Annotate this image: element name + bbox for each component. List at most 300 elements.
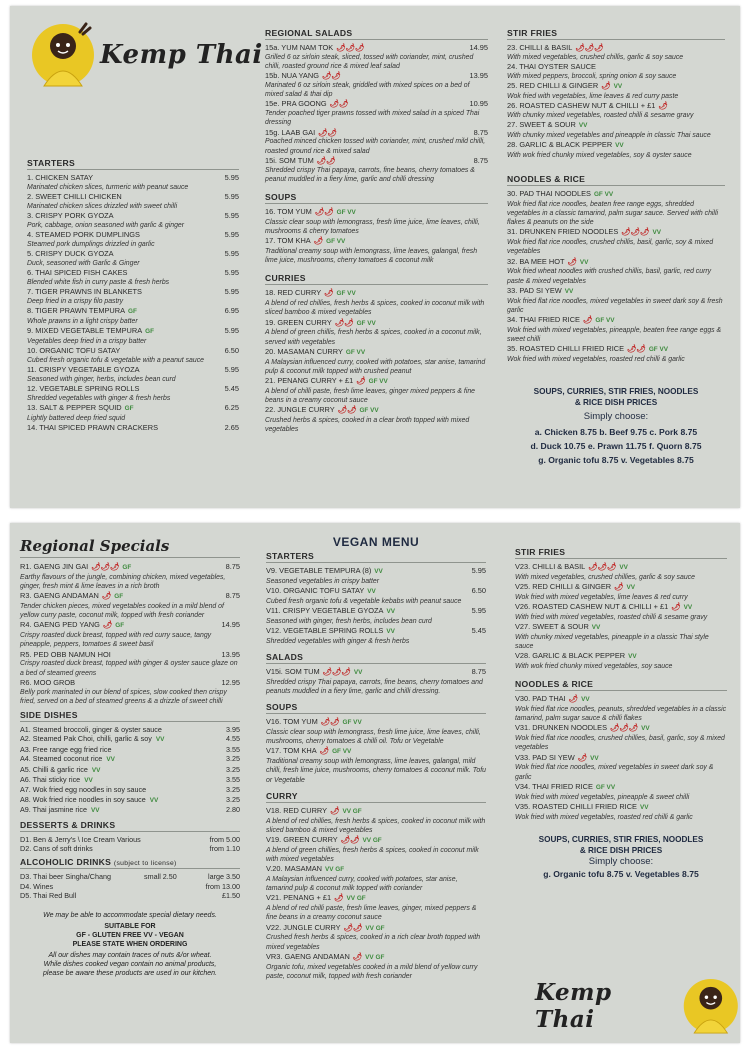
item-price: 5.45 xyxy=(224,384,239,393)
menu-item xyxy=(515,651,727,671)
item-name xyxy=(265,156,336,166)
item-title: 8. TIGER PRAWN TEMPURA xyxy=(27,306,126,315)
menu-item xyxy=(266,586,486,606)
item-description: Wok fried flat rice noodles, mixed vegetables in sweet dark soy & fresh garlic xyxy=(507,297,723,314)
menu-item xyxy=(265,405,488,434)
item-name xyxy=(515,753,599,764)
item-price: 2.80 xyxy=(226,805,240,815)
item-name-row xyxy=(266,667,486,678)
item-name-row xyxy=(515,753,727,764)
item-price: 6.95 xyxy=(224,306,239,315)
item-description: Seasoned with ginger, fresh herbs, includes bean curd xyxy=(266,617,432,625)
item-name xyxy=(20,650,111,660)
vegan-menu-title: VEGAN MENU xyxy=(332,535,420,549)
menu-item xyxy=(27,423,239,433)
diet-tag: GF VV xyxy=(345,348,366,356)
item-title: 15a. YUM NAM TOK xyxy=(265,43,334,52)
item-title: 14. THAI SPICED PRAWN CRACKERS xyxy=(27,423,159,432)
item-name xyxy=(27,268,127,278)
section-title: STIR FRIES xyxy=(507,28,725,40)
item-name-row xyxy=(265,318,488,329)
menu-item xyxy=(265,376,488,405)
item-name xyxy=(266,667,362,678)
item-name xyxy=(265,99,348,109)
menu-row xyxy=(20,754,240,764)
item-title: 23. CHILLI & BASIL xyxy=(507,43,573,52)
item-name xyxy=(266,835,382,846)
item-title: V28. GARLIC & BLACK PEPPER xyxy=(515,651,626,661)
item-name-row xyxy=(265,405,488,416)
item-price: 8.75 xyxy=(473,155,488,165)
item-description: With chunky mixed vegetables, pineapple in a classic Thai style sauce xyxy=(515,633,709,650)
diet-tag: VV xyxy=(615,142,624,149)
item-title: 31. DRUNKEN FRIED NOODLES xyxy=(507,227,619,237)
section-title: CURRIES xyxy=(265,273,488,285)
item-title: V22. JUNGLE CURRY xyxy=(266,922,341,932)
chili-icon: 🌶🌶🌶 xyxy=(322,667,351,676)
menu-item xyxy=(20,562,240,591)
item-name xyxy=(27,326,154,337)
noodles-list xyxy=(507,189,725,364)
menu-row xyxy=(20,835,240,844)
brand-logo-bottom xyxy=(535,975,740,1037)
item-description: Shredded vegetables with ginger & fresh herbs xyxy=(27,394,171,402)
item-description: Wok fried flat rice noodles, peanuts, shredded vegetables in a classic tamarind, palm sugar sauce & chilli flakes xyxy=(515,706,727,723)
item-title: 4. STEAMED PORK DUMPLINGS xyxy=(27,230,140,239)
menu-item xyxy=(20,591,240,620)
item-name-row xyxy=(265,288,488,299)
item-title: V25. RED CHILLI & GINGER xyxy=(515,582,612,591)
thai-monk-logo-icon xyxy=(30,20,96,90)
item-description: A Malaysian influenced curry, cooked with potatoes, star anise, tamarind pulp & coconut milk topped with crushed peanut xyxy=(265,358,486,375)
item-title: 27. SWEET & SOUR xyxy=(507,120,576,129)
diet-tag: VV xyxy=(578,122,588,129)
diet-tag: VV xyxy=(149,796,159,804)
item-name-row xyxy=(507,140,725,151)
menu-item xyxy=(507,257,725,286)
menu-item xyxy=(27,326,239,346)
item-name-row xyxy=(265,128,488,138)
item-name xyxy=(266,606,395,617)
item-description: Seasoned with ginger, herbs, includes bean curd xyxy=(27,375,176,383)
item-description: Wok fried wheat noodles with crushed chillis, basil, garlic, red curry paste & mixed vegetables xyxy=(507,268,712,285)
item-name xyxy=(507,344,668,355)
item-description: Traditional creamy soup with lemongrass, lime leaves, galangal, fresh lime juice, mushrooms, cherry tomatoes & coconut milk xyxy=(265,248,478,265)
diet-tag: VV xyxy=(367,588,376,595)
item-name-row xyxy=(27,306,239,317)
item-name-wrap xyxy=(20,754,115,764)
section-title: SOUPS xyxy=(265,192,488,204)
menu-item xyxy=(266,626,486,646)
vegan-column xyxy=(266,535,486,981)
item-title: R3. GAENG ANDAMAN xyxy=(20,591,99,601)
regional-salads-list xyxy=(265,43,488,184)
vegan-stir-list xyxy=(515,562,727,671)
item-description: Traditional creamy soup with lemongrass, lime leaves, galangal, mild chilli, fresh lime juice, mushrooms, cherry tomatoes & coconut milk. Tofu or Vegetable xyxy=(266,758,486,784)
item-title: 9. MIXED VEGETABLE TEMPURA xyxy=(27,326,143,335)
chili-icon: 🌶🌶 xyxy=(340,835,360,845)
section-title: STARTERS xyxy=(27,158,239,170)
menu-row xyxy=(20,745,240,754)
item-price: 6.25 xyxy=(224,403,239,412)
menu-item xyxy=(266,746,486,784)
item-name xyxy=(266,923,385,934)
chili-icon: 🌶🌶 xyxy=(337,405,357,415)
item-name xyxy=(265,43,364,53)
item-description: Earthy flavours of the jungle, combining chicken, mixed vegetables, ginger, fresh mint & lime leaves in a rich broth xyxy=(20,573,226,590)
prices-heading: & RICE DISH PRICES xyxy=(579,845,663,855)
item-description: Whole prawns in a light crispy batter xyxy=(27,317,138,325)
item-name-row xyxy=(266,806,486,817)
item-name-row xyxy=(515,562,727,573)
item-name-row xyxy=(265,99,488,109)
item-name xyxy=(507,43,603,53)
item-price: 3.25 xyxy=(226,764,240,774)
item-name-row xyxy=(515,651,727,662)
item-title: 15b. NUA YANG xyxy=(265,71,319,81)
item-title: 6. THAI SPICED FISH CAKES xyxy=(27,268,128,277)
item-description: Crispy roasted duck breast, topped with ginger & oyster sauce glaze on a bed of steamed greens xyxy=(20,660,238,677)
menu-row xyxy=(20,725,240,734)
item-name xyxy=(515,651,637,662)
brand-logo xyxy=(30,20,263,90)
item-name-row xyxy=(515,582,727,593)
menu-item xyxy=(266,864,486,893)
diet-tag: GF VV xyxy=(595,783,616,791)
item-name-row xyxy=(27,211,239,221)
item-name-row xyxy=(515,723,727,734)
menu-row xyxy=(20,765,240,775)
diet-tag: VV xyxy=(564,287,574,295)
item-name xyxy=(20,620,124,631)
item-name xyxy=(27,230,140,240)
item-price: 14.95 xyxy=(221,620,240,630)
chili-icon: 🌶 xyxy=(568,694,579,704)
item-title: 26. ROASTED CASHEW NUT & CHILLI + £1 xyxy=(507,101,656,110)
item-title: 12. VEGETABLE SPRING ROLLS xyxy=(27,384,140,393)
menu-item xyxy=(27,384,239,403)
desserts-list xyxy=(20,835,240,854)
item-title: R4. GAENG PED YANG xyxy=(20,620,100,630)
item-description: Organic tofu, mixed vegetables cooked in a mild blend of yellow curry paste, coconut milk, topped with fresh coriander xyxy=(266,963,478,980)
item-description: Classic clear soup with lemongrass, fresh lime juice, lime leaves, chilli, mushrooms, cherry tomatoes & chilli oil. Tofu or Vegetable xyxy=(266,729,481,746)
chili-icon: 🌶🌶🌶 xyxy=(588,562,617,571)
item-title: V15i. SOM TUM xyxy=(266,667,320,676)
item-name-row xyxy=(507,257,725,268)
menu-item xyxy=(266,952,486,981)
item-name-wrap xyxy=(20,734,164,744)
prices-heading: SOUPS, CURRIES, STIR FRIES, NOODLES xyxy=(533,387,699,397)
chili-icon: 🌶 xyxy=(101,591,112,601)
item-name-row xyxy=(27,384,239,394)
item-title: 5. CRISPY DUCK GYOZA xyxy=(27,249,114,258)
item-price: 14.95 xyxy=(469,43,488,52)
item-title: 35. ROASTED CHILLI FRIED RICE xyxy=(507,344,625,354)
item-name-row xyxy=(27,173,239,183)
item-title: A1. Steamed broccoli, ginger & oyster sauce xyxy=(20,725,162,735)
diet-tag: VV xyxy=(581,696,590,704)
brand-name: Kemp Thai xyxy=(100,40,263,70)
item-price: 3.25 xyxy=(226,794,240,804)
item-description: Seasoned vegetables in crispy batter xyxy=(266,577,379,585)
vegan-salads-list xyxy=(266,667,486,696)
chili-icon: 🌶 xyxy=(582,315,593,325)
chili-icon: 🌶🌶 xyxy=(321,71,341,81)
item-description: Wok fried with mixed vegetables, pineapple & sweet chilli xyxy=(515,793,690,801)
allergy-note: All our dishes may contain traces of nuts &/or wheat. xyxy=(48,951,212,959)
diet-tag: VV xyxy=(579,258,589,266)
item-name-row xyxy=(265,156,488,166)
item-title: A8. Wok fried rice noodles in soy sauce xyxy=(20,794,146,804)
item-description: Marinated chicken slices, turmeric with peanut sauce xyxy=(27,183,189,191)
menu-item xyxy=(265,207,488,236)
item-description: Duck, seasoned with Garlic & Ginger xyxy=(27,259,140,267)
item-description: Steamed pork dumplings drizzled in garlic xyxy=(27,240,155,248)
item-description: A blend of red chilli paste, fresh lime leaves, ginger, mixed peppers & fine beans in a creamy coconut sauce xyxy=(266,905,477,922)
item-name xyxy=(265,376,388,387)
diet-tag: GF VV xyxy=(356,319,376,327)
item-title: A6. Thai sticky rice xyxy=(20,775,81,785)
item-title: 16. TOM YUM xyxy=(265,207,312,217)
item-price: from 1.10 xyxy=(209,844,240,854)
diet-tag: VV xyxy=(652,229,661,237)
menu-row xyxy=(20,891,240,900)
menu-item xyxy=(266,835,486,864)
item-title: 33. PAD SI YEW xyxy=(507,285,562,295)
item-name-row xyxy=(27,287,239,297)
item-name-row xyxy=(265,71,488,81)
item-price: 5.95 xyxy=(224,173,239,182)
diet-tag: VV xyxy=(374,568,383,575)
item-description: A blend of green chillies, fresh herbs & spices, cooked in coconut milk with mixed vegetables xyxy=(266,846,479,864)
item-title: D5. Thai Red Bull xyxy=(20,891,77,901)
item-title: 15i. SOM TUM xyxy=(265,155,314,165)
item-description: Marinated chicken slices drizzled with sweet chilli xyxy=(27,202,178,210)
item-name xyxy=(27,384,139,394)
item-price: 5.95 xyxy=(224,287,239,296)
section-title: DESSERTS & DRINKS xyxy=(20,820,240,832)
chili-icon: 🌶 xyxy=(614,582,624,591)
item-name xyxy=(515,622,600,633)
menu-row xyxy=(20,805,240,815)
item-name xyxy=(515,694,590,705)
item-title: V.20. MASAMAN xyxy=(266,864,322,874)
section-title: SOUPS xyxy=(266,702,486,714)
item-name-wrap xyxy=(20,785,146,794)
item-title: V12. VEGETABLE SPRING ROLLS xyxy=(266,626,384,635)
item-name xyxy=(507,286,573,297)
menu-item xyxy=(515,582,727,602)
item-name xyxy=(507,120,587,131)
item-name xyxy=(515,723,650,734)
item-description: Shredded crispy Thai papaya, carrots, fine beans, cherry tomatoes and peanuts muddled in a fiery lime, garlic and chilli dressing. xyxy=(266,678,483,695)
menu-item xyxy=(515,694,727,723)
item-name-row xyxy=(266,626,486,637)
menu-item xyxy=(27,230,239,249)
diet-tag: VV xyxy=(683,604,693,611)
chili-icon: 🌶🌶🌶 xyxy=(575,43,604,52)
item-title: R6. MOO GROB xyxy=(20,677,76,687)
curries-list xyxy=(265,288,488,434)
item-title: 20. MASAMAN CURRY xyxy=(265,346,343,356)
item-price: 5.95 xyxy=(224,192,239,201)
diet-tag: VV xyxy=(386,608,396,615)
item-title: R5. PED OBB NAMUN HOI xyxy=(20,649,111,659)
item-description: Pork, cabbage, onion seasoned with garlic & ginger xyxy=(27,221,185,229)
item-name-row xyxy=(266,835,486,846)
item-name xyxy=(20,591,123,602)
menu-item xyxy=(27,249,239,268)
menu-item xyxy=(27,173,239,192)
item-description: With chunky mixed vegetables, roasted chilli & sesame gravy xyxy=(507,111,694,119)
thai-monk-logo-icon xyxy=(682,975,740,1037)
item-title: V30. PAD THAI xyxy=(515,694,566,704)
alcohol-license-note: (subject to license) xyxy=(113,860,177,868)
diet-tag: GF VV xyxy=(648,346,668,354)
starters-section xyxy=(27,152,239,433)
item-title: A5. Chilli & garlic rice xyxy=(20,764,88,774)
menu-item xyxy=(266,806,486,835)
item-price: 5.95 xyxy=(471,566,486,575)
item-name-row xyxy=(507,189,725,200)
item-name-row xyxy=(515,802,727,813)
menu-item xyxy=(27,192,239,211)
item-description: Tender chicken pieces, mixed vegetables cooked in a mild blend of yellow curry paste, coconut milk, topped with fresh coriander xyxy=(20,603,224,620)
diet-tag: GF xyxy=(128,308,137,315)
item-name xyxy=(27,287,142,297)
item-title: 21. PENANG CURRY + £1 xyxy=(265,376,354,386)
item-name xyxy=(507,227,661,238)
stir-fries-list xyxy=(507,43,725,160)
item-name xyxy=(507,62,596,72)
item-title: V17. TOM KHA xyxy=(266,746,317,756)
item-name-row xyxy=(27,403,239,414)
item-title: 32. BA MEE HOT xyxy=(507,256,565,266)
item-name-row xyxy=(266,864,486,875)
menu-item xyxy=(266,893,486,922)
regional-specials-title: Regional Specials xyxy=(20,537,240,558)
chili-icon: 🌶 xyxy=(356,376,366,386)
specials-list xyxy=(20,562,240,706)
item-title: A2. Steamed Pak Choi, chilli, garlic & soy xyxy=(20,734,152,744)
item-price: from 13.00 xyxy=(205,881,240,891)
item-title: D2. Cans of soft drinks xyxy=(20,844,93,854)
chili-icon: 🌶🌶 xyxy=(329,99,349,109)
item-title: V21. PENANG + £1 xyxy=(266,893,332,903)
section-title: NOODLES & RICE xyxy=(507,174,725,186)
item-description: Wok fried with mixed vegetables, roasted red chilli & garlic xyxy=(507,356,685,364)
diet-tag: VV xyxy=(91,766,101,774)
item-name-row xyxy=(507,81,725,92)
menu-item xyxy=(20,620,240,649)
diet-tag: VV GF xyxy=(325,866,345,874)
item-title: 10. ORGANIC TOFU SATAY xyxy=(27,346,121,355)
diet-tag: GF xyxy=(124,405,134,412)
item-name xyxy=(20,678,75,688)
right-column xyxy=(507,22,725,467)
diet-tag: GF VV xyxy=(326,238,346,246)
item-price: 5.95 xyxy=(224,268,239,277)
menu-row xyxy=(20,734,240,744)
item-name-row xyxy=(266,893,486,904)
item-name xyxy=(265,128,337,138)
item-title: R1. GAENG JIN GAI xyxy=(20,562,89,571)
diet-tag: VV xyxy=(641,725,650,733)
item-title: 15e. PRA GOONG xyxy=(265,99,327,109)
chili-icon: 🌶 xyxy=(330,805,340,815)
item-title: A4. Steamed coconut rice xyxy=(20,754,103,764)
section-title: REGIONAL SALADS xyxy=(265,28,488,40)
item-title: 19. GREEN CURRY xyxy=(265,317,332,327)
chili-icon: 🌶🌶 xyxy=(320,717,340,727)
item-description: A blend of red chillies, fresh herbs & spices, cooked in coconut milk with sliced bamboo & mixed vegetables xyxy=(265,300,485,317)
item-name-row xyxy=(515,622,727,633)
item-name xyxy=(27,403,133,414)
menu-item xyxy=(265,318,488,347)
menu-item xyxy=(265,128,488,156)
diet-tag: GF VV xyxy=(336,209,356,217)
item-name-row xyxy=(507,344,725,355)
brand-name: Kemp Thai xyxy=(535,979,612,1033)
item-name xyxy=(265,318,376,329)
item-name xyxy=(266,806,362,817)
item-description: A Malaysian influenced curry, cooked with potatoes, star anise, tamarind pulp & coconut milk topped with coriander xyxy=(266,876,458,893)
menu-item xyxy=(266,717,486,746)
item-description: With mixed peppers, broccoli, spring onion & soy sauce xyxy=(507,72,677,80)
diet-tag: VV GF xyxy=(365,924,385,932)
item-title: 2. SWEET CHILLI CHICKEN xyxy=(27,192,122,201)
item-name-row xyxy=(507,62,725,72)
chili-icon: 🌶 xyxy=(671,602,681,611)
menu-row xyxy=(20,844,240,853)
chili-icon: 🌶🌶 xyxy=(316,155,336,165)
item-description: Deep fried in a crispy filo pastry xyxy=(27,297,124,305)
item-name-row xyxy=(507,227,725,238)
item-title: V26. ROASTED CASHEW NUT & CHILLI + £1 xyxy=(515,602,669,611)
item-description: With mixed vegetables, crushed chillis, garlic & soy sauce xyxy=(507,53,684,61)
diet-tag: VV xyxy=(591,624,601,631)
item-title: V11. CRISPY VEGETABLE GYOZA xyxy=(266,606,384,615)
diet-tag: VV xyxy=(84,777,93,785)
item-name-row xyxy=(266,746,486,757)
menu-item xyxy=(507,43,725,62)
item-name xyxy=(266,717,362,728)
diet-tag: VV xyxy=(590,754,599,762)
item-title: D1. Ben & Jerry's \ Ice Cream Various xyxy=(20,834,141,844)
item-price: 5.95 xyxy=(224,365,239,374)
menu-item xyxy=(515,723,727,752)
left-column xyxy=(20,537,240,978)
item-title: V27. SWEET & SOUR xyxy=(515,622,589,631)
menu-item xyxy=(507,101,725,120)
item-name xyxy=(515,782,615,793)
vegan-price-block xyxy=(515,834,727,881)
item-price-small xyxy=(151,891,201,900)
diet-tag: GF xyxy=(114,593,124,601)
vegan-curry-list xyxy=(266,806,486,981)
menu-item xyxy=(507,62,725,81)
item-name-row xyxy=(266,952,486,963)
item-name xyxy=(265,207,356,218)
section-title: CURRY xyxy=(266,791,486,803)
item-name-wrap xyxy=(20,765,100,775)
item-description: A blend of red chillies, fresh herbs & spices, cooked in coconut milk with sliced bamboo & mixed vegetables xyxy=(266,817,486,834)
item-title: 17. TOM KHA xyxy=(265,236,311,246)
item-price: 3.55 xyxy=(226,744,240,754)
item-price: 8.75 xyxy=(225,562,240,571)
diet-tag: VV xyxy=(639,803,649,811)
item-name xyxy=(507,140,624,151)
